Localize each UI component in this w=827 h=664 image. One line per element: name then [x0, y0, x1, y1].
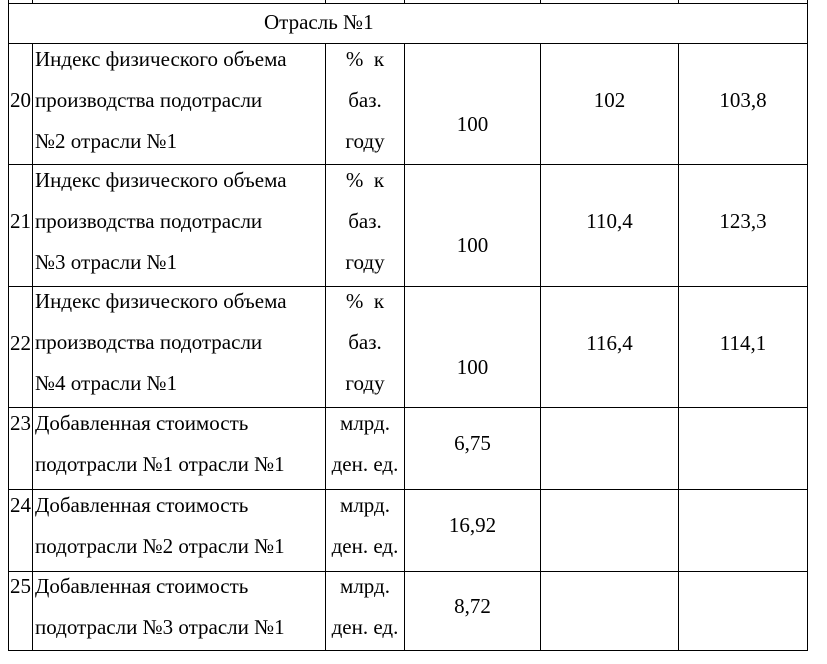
row-name-line: №4 отрасли №1: [35, 371, 178, 395]
row-name-line: Добавленная стоимость: [35, 411, 249, 435]
row-unit-line: ден. ед.: [331, 534, 399, 558]
row-unit-line: году: [345, 129, 385, 153]
column-divider: [678, 0, 679, 4]
row-unit-line: млрд.: [340, 411, 390, 435]
row-divider: [8, 3, 808, 4]
row-unit-line: году: [345, 371, 385, 395]
row-unit-line: млрд.: [340, 574, 390, 598]
value-2: 102: [593, 88, 626, 112]
row-name-line: подотрасли №3 отрасли №1: [35, 615, 285, 639]
row-name-line: №3 отрасли №1: [35, 250, 178, 274]
value-2: 110,4: [586, 209, 633, 233]
row-unit-line: % к: [345, 289, 385, 313]
value-base: 100: [456, 355, 489, 379]
data-table: [8, 0, 808, 651]
row-unit-line: баз.: [348, 88, 382, 112]
column-divider: [32, 43, 33, 651]
row-unit-line: году: [345, 250, 385, 274]
row-unit-line: млрд.: [340, 493, 390, 517]
column-divider: [807, 0, 808, 651]
row-number: 24: [10, 493, 31, 517]
value-base: 6,75: [454, 431, 491, 455]
value-base: 16,92: [448, 513, 497, 537]
value-3: 114,1: [719, 331, 767, 355]
row-unit-line: ден. ед.: [331, 452, 399, 476]
row-unit-line: % к: [345, 47, 385, 71]
column-divider: [404, 0, 405, 4]
column-divider: [32, 0, 33, 4]
row-unit-line: баз.: [348, 330, 382, 354]
row-number: 21: [10, 209, 31, 233]
row-name-line: Индекс физического объема: [35, 289, 287, 313]
row-name-line: подотрасли №1 отрасли №1: [35, 452, 285, 476]
row-unit-line: ден. ед.: [331, 615, 399, 639]
row-name-line: производства подотрасли: [35, 209, 263, 233]
column-divider: [8, 0, 9, 651]
row-name-line: Добавленная стоимость: [35, 574, 249, 598]
column-divider: [540, 0, 541, 4]
row-number: 22: [10, 331, 31, 355]
row-number: 20: [10, 88, 31, 112]
row-number: 23: [10, 411, 31, 435]
value-base: 100: [456, 233, 489, 257]
row-name-line: подотрасли №2 отрасли №1: [35, 534, 285, 558]
row-name-line: производства подотрасли: [35, 88, 263, 112]
row-name-line: Индекс физического объема: [35, 168, 287, 192]
section-title: Отрасль №1: [264, 10, 374, 34]
row-name-line: №2 отрасли №1: [35, 129, 178, 153]
value-2: 116,4: [586, 331, 633, 355]
row-name-line: Индекс физического объема: [35, 47, 287, 71]
row-divider: [8, 650, 808, 651]
row-unit-line: % к: [345, 168, 385, 192]
row-name-line: производства подотрасли: [35, 330, 263, 354]
row-name-line: Добавленная стоимость: [35, 493, 249, 517]
row-number: 25: [10, 574, 31, 598]
value-3: 103,8: [719, 88, 767, 112]
value-3: 123,3: [719, 209, 767, 233]
row-unit-line: баз.: [348, 209, 382, 233]
value-base: 8,72: [454, 594, 491, 618]
value-base: 100: [456, 112, 489, 136]
